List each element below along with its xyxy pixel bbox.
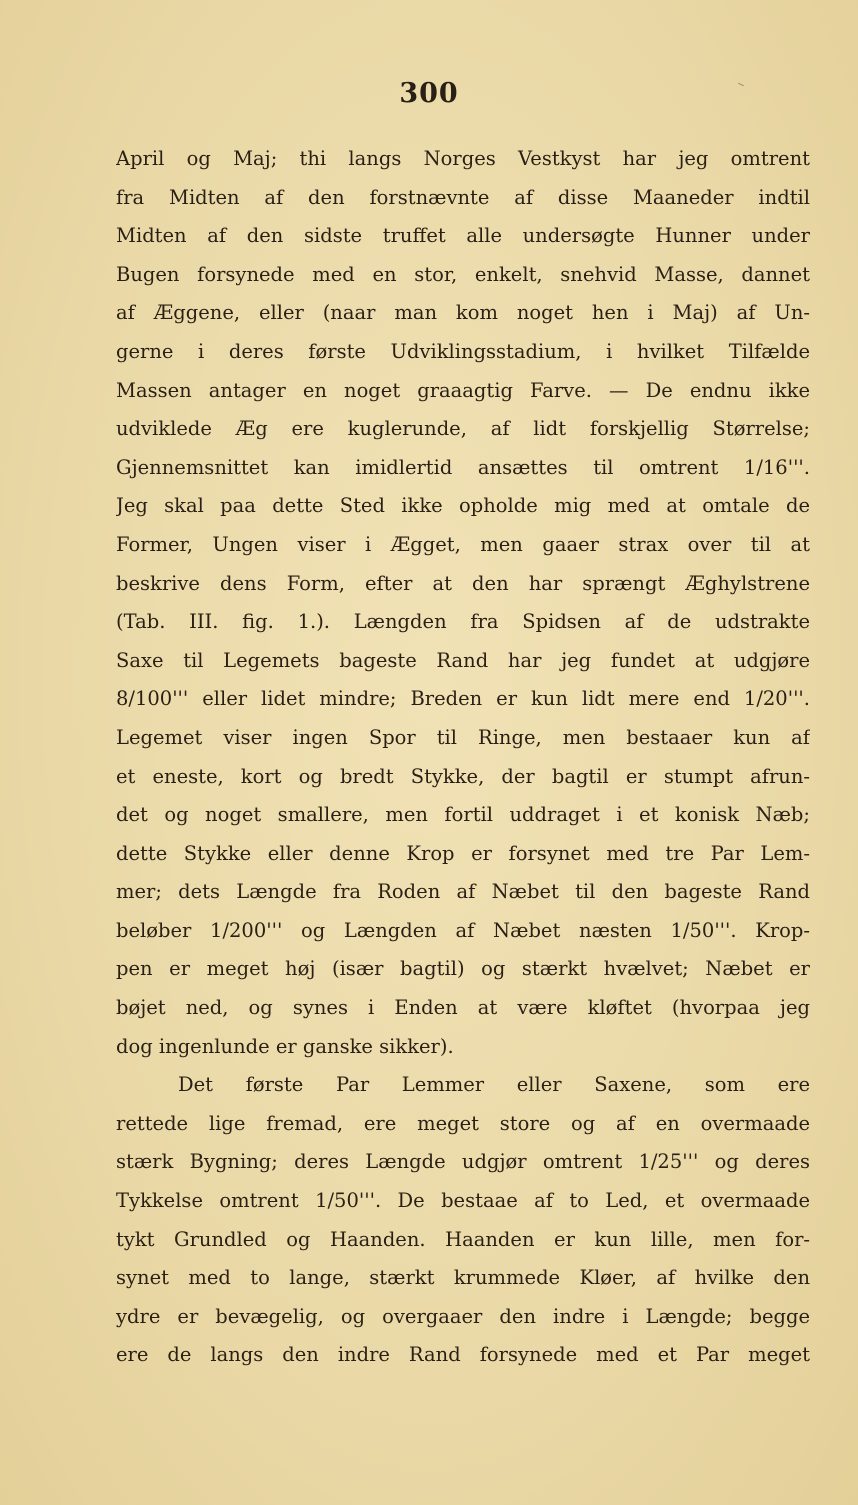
text-line: udviklede Æg ere kuglerunde, af lidt forskjellig Størrelse; — [116, 417, 810, 441]
text-line: April og Maj; thi langs Norges Vestkyst har jeg omtrent — [116, 147, 810, 170]
text-line: et eneste, kort og bredt Stykke, der bagtil er stumpt afrun- — [116, 764, 810, 788]
text-line: Saxe til Legemets bageste Rand har jeg fundet at udgjøre — [116, 648, 810, 672]
text-line: dette Stykke eller denne Krop er forsynet med tre Par Lem- — [116, 841, 810, 865]
text-line: (Tab. III. fig. 1.). Længden fra Spidsen af de udstrakte — [116, 610, 810, 634]
page-number: 300 — [399, 78, 459, 109]
text-line: Former, Ungen viser i Ægget, men gaaer strax over til at — [116, 532, 810, 556]
text-line: 8/100''' eller lidet mindre; Breden er kun lidt mere end 1/20'''. — [116, 687, 810, 711]
text-line: tykt Grundled og Haanden. Haanden er kun lille, men for- — [116, 1227, 810, 1251]
text-line: mer; dets Længde fra Roden af Næbet til den bageste Rand — [116, 880, 810, 904]
text-line: rettede lige fremad, ere meget store og af en overmaade — [116, 1111, 810, 1135]
text-line: det og noget smallere, men fortil uddraget i et konisk Næb; — [116, 803, 810, 827]
text-line: Midten af den sidste truffet alle undersøgte Hunner under — [116, 224, 810, 248]
text-line: gerne i deres første Udviklingsstadium, i hvilket Tilfælde — [116, 339, 810, 363]
text-line: Det første Par Lemmer eller Saxene, som ere — [178, 1073, 810, 1097]
text-line: Bugen forsynede med en stor, enkelt, snehvid Masse, dannet — [116, 262, 810, 286]
text-line: beskrive dens Form, efter at den har sprængt Æghylstrene — [116, 571, 810, 595]
text-line: af Æggene, eller (naar man kom noget hen i Maj) af Un- — [116, 301, 810, 325]
text-line: dog ingenlunde er ganske sikker). — [116, 1034, 454, 1058]
text-line: fra Midten af den forstnævnte af disse Maaneder indtil — [116, 185, 810, 209]
text-line: beløber 1/200''' og Længden af Næbet næsten 1/50'''. Krop- — [116, 918, 810, 942]
text-line: synet med to lange, stærkt krummede Kløer, af hvilke den — [116, 1266, 810, 1290]
text-line: bøjet ned, og synes i Enden at være kløftet (hvorpaa jeg — [116, 996, 810, 1020]
text-line: ere de langs den indre Rand forsynede med et Par meget — [116, 1343, 810, 1367]
text-line: Tykkelse omtrent 1/50'''. De bestaae af to Led, et overmaade — [116, 1189, 810, 1213]
body-text — [116, 140, 810, 1375]
text-line: Massen antager en noget graaagtig Farve. — De endnu ikke — [116, 378, 810, 402]
text-line: pen er meget høj (især bagtil) og stærkt hvælvet; Næbet er — [116, 957, 810, 981]
text-line: ydre er bevægelig, og overgaaer den indre i Længde; begge — [116, 1304, 810, 1328]
text-line: Jeg skal paa dette Sted ikke opholde mig med at omtale de — [116, 494, 810, 518]
text-line: Legemet viser ingen Spor til Ringe, men bestaaer kun af — [116, 725, 810, 749]
text-line: stærk Bygning; deres Længde udgjør omtrent 1/25''' og deres — [116, 1150, 810, 1174]
text-line: Gjennemsnittet kan imidlertid ansættes til omtrent 1/16'''. — [116, 455, 810, 479]
